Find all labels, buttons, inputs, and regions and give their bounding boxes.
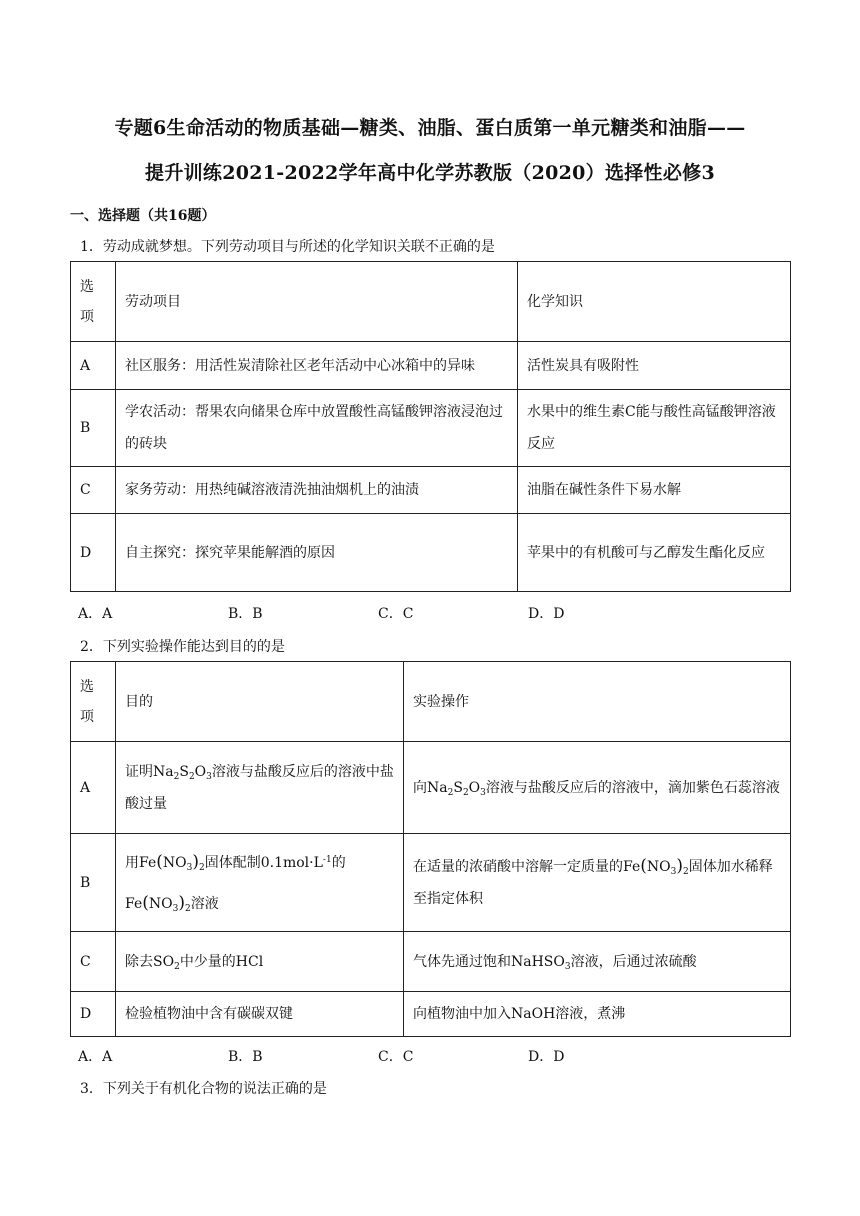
row-cell: 向$Na_2S_2O_3$溶液与盐酸反应后的溶液中，滴加紫色石蕊溶液 [404,742,791,834]
option-b[interactable]: B．B [228,1049,263,1065]
table-header-row [71,662,791,742]
header-cell: 选项 [71,662,116,742]
table-row [71,834,791,932]
row-cell: 自主探究：探究苹果能解酒的原因 [116,514,518,592]
question-2-options [78,1046,678,1066]
row-label: A [71,342,116,390]
table-row [71,742,791,834]
header-cell: 实验操作 [404,662,791,742]
header-cell: 化学知识 [518,262,791,342]
row-label: B [71,390,116,467]
row-label: D [71,992,116,1037]
row-cell: 检验植物油中含有碳碳双键 [116,992,404,1037]
question-1-options [78,603,678,623]
row-cell: 气体先通过饱和NaHSO$_3$溶液，后通过浓硫酸 [404,932,791,992]
question-2-stem: 2．下列实验操作能达到目的的是 [80,639,285,655]
row-label: B [71,834,116,932]
title-line-2: 提升训练2021-2022学年高中化学苏教版（2020）选择性必修3 [145,162,715,184]
row-cell: 社区服务：用活性炭清除社区老年活动中心冰箱中的异味 [116,342,518,390]
row-cell: 油脂在碱性条件下易水解 [518,467,791,514]
table-row [71,342,791,390]
header-cell: 目的 [116,662,404,742]
option-d[interactable]: D．D [528,1049,565,1065]
title-line-1: 专题6生命活动的物质基础—糖类、油脂、蛋白质第一单元糖类和油脂—— [114,117,746,139]
option-b[interactable]: B．B [228,606,263,622]
table-row [71,514,791,592]
question-3-stem: 3．下列关于有机化合物的说法正确的是 [80,1081,327,1097]
table-row [71,390,791,467]
row-cell: 用$Fe(NO_3)_2$固体配制$0.1mol\cdot L^{-1}$的 $Fe(NO_3)_2$溶液 [116,834,404,932]
row-label: D [71,514,116,592]
row-label: C [71,467,116,514]
row-label: A [71,742,116,834]
row-cell: 活性炭具有吸附性 [518,342,791,390]
row-cell: 在适量的浓硝酸中溶解一定质量的$Fe(NO_3)_2$固体加水稀释至指定体积 [404,834,791,932]
row-label: C [71,932,116,992]
section-heading: 一、选择题（共16题） [70,208,216,224]
row-cell: 除去$SO_2$中少量的HCl [116,932,404,992]
option-a[interactable]: A．A [78,1049,113,1065]
row-cell: 水果中的维生素C能与酸性高锰酸钾溶液反应 [518,390,791,467]
table-row [71,992,791,1037]
option-d[interactable]: D．D [528,606,565,622]
header-cell: 劳动项目 [116,262,518,342]
header-cell: 选项 [71,262,116,342]
row-cell: 家务劳动：用热纯碱溶液清洗抽油烟机上的油渍 [116,467,518,514]
row-cell: 苹果中的有机酸可与乙醇发生酯化反应 [518,514,791,592]
row-cell: 证明$Na_2S_2O_3$溶液与盐酸反应后的溶液中盐酸过量 [116,742,404,834]
table-row [71,932,791,992]
option-a[interactable]: A．A [78,606,113,622]
question-1-table [70,261,791,592]
table-row [71,467,791,514]
row-cell: 学农活动：帮果农向储果仓库中放置酸性高锰酸钾溶液浸泡过的砖块 [116,390,518,467]
row-cell: 向植物油中加入NaOH溶液，煮沸 [404,992,791,1037]
question-2-table [70,661,791,1037]
table-header-row [71,262,791,342]
option-c[interactable]: C．C [378,606,414,622]
option-c[interactable]: C．C [378,1049,414,1065]
question-1-stem: 1．劳动成就梦想。下列劳动项目与所述的化学知识关联不正确的是 [80,239,495,255]
